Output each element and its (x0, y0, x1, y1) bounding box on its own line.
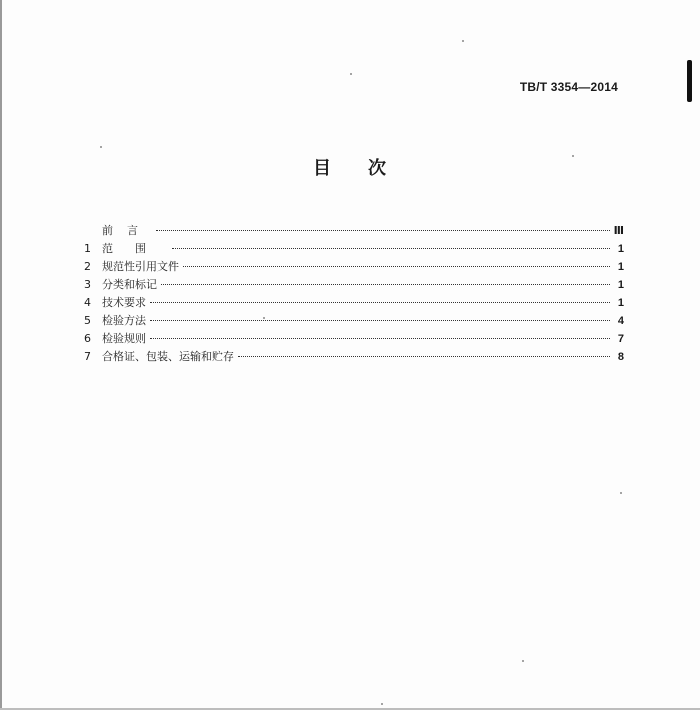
toc-entry-label: 规范性引用文件 (102, 260, 179, 273)
toc-entry-label: 检验方法 (102, 314, 146, 327)
toc-entry[interactable] (84, 312, 624, 330)
toc-entry-page: 1 (617, 243, 624, 255)
toc-entry-page: 1 (617, 261, 624, 273)
toc-entry-page: 8 (617, 351, 624, 363)
toc-entry-number: 2 (84, 260, 91, 273)
toc-entry-number: 3 (84, 278, 91, 291)
toc-entry-label: 前言 (102, 224, 152, 237)
toc-entry-page: 7 (617, 333, 624, 345)
scan-speck (620, 492, 622, 494)
toc-leader-dots (238, 355, 610, 357)
scan-speck (381, 703, 383, 705)
toc-entry-label: 范围 (102, 242, 168, 255)
table-of-contents (84, 222, 624, 366)
toc-leader-dots (172, 247, 610, 249)
scan-speck (572, 155, 574, 157)
scan-speck (263, 317, 265, 319)
toc-entry-number: 1 (84, 242, 91, 255)
toc-entry-number: 5 (84, 314, 91, 327)
toc-leader-dots (150, 301, 610, 303)
toc-entry-page: 1 (617, 279, 624, 291)
toc-entry-label: 合格证、包装、运输和贮存 (102, 350, 234, 363)
toc-entry-page: 1 (617, 297, 624, 309)
toc-entry-page: 4 (617, 315, 624, 327)
toc-entry-number: 4 (84, 296, 91, 309)
toc-title (0, 154, 700, 180)
scan-speck (462, 40, 464, 42)
toc-entry[interactable] (84, 258, 624, 276)
toc-leader-dots (150, 337, 610, 339)
scan-speck (100, 146, 102, 148)
toc-entry[interactable] (84, 348, 624, 366)
toc-entry-page: Ⅲ (613, 225, 624, 237)
scan-speck (350, 73, 352, 75)
toc-entry-label: 技术要求 (102, 296, 146, 309)
scan-speck (522, 660, 524, 662)
toc-leader-dots (156, 229, 610, 231)
toc-entry[interactable] (84, 276, 624, 294)
toc-entry[interactable] (84, 294, 624, 312)
toc-leader-dots (150, 319, 610, 321)
standard-code: TB/T 3354—2014 (519, 80, 618, 94)
toc-entry-number: 6 (84, 332, 91, 345)
toc-entry[interactable] (84, 240, 624, 258)
toc-title-char-1: 目 (313, 158, 332, 179)
toc-entry[interactable] (84, 330, 624, 348)
toc-entry[interactable] (84, 222, 624, 240)
toc-entry-label: 分类和标记 (102, 278, 157, 291)
toc-entry-label: 检验规则 (102, 332, 146, 345)
edge-binding-mark (687, 60, 692, 102)
toc-title-char-2: 次 (368, 158, 387, 179)
toc-leader-dots (183, 265, 610, 267)
toc-leader-dots (161, 283, 610, 285)
toc-entry-number: 7 (84, 350, 91, 363)
page-left-border (0, 0, 2, 710)
